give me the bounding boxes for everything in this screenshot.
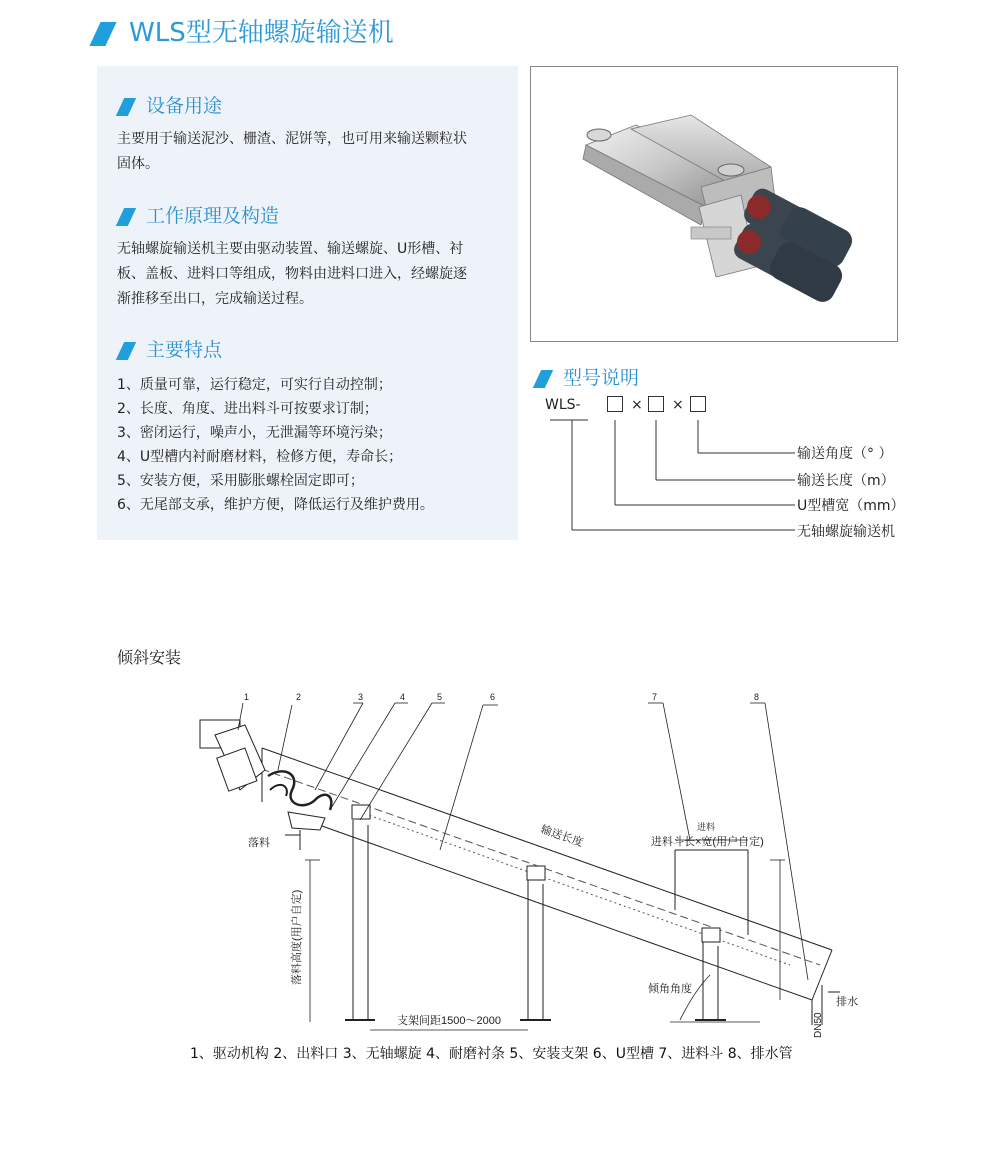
part-number: 2 [296,692,302,702]
list-item: 4、U型槽内衬耐磨材料，检修方便，寿命长； [117,449,403,465]
diagram-caption: 1、驱动机构 2、出料口 3、无轴螺旋 4、耐磨衬条 5、安装支架 6、U型槽 7、进料斗 8、排水管 [190,1046,793,1062]
model-label-length: 输送长度（m） [797,473,895,489]
part-number: 4 [400,692,406,702]
model-label-angle: 输送角度（° ） [797,446,893,462]
drain-label: 排水 [836,996,858,1008]
part-number: 6 [490,692,496,702]
list-item: 2、长度、角度、进出料斗可按要求订制； [117,401,378,417]
list-item: 6、无尾部支承，维护方便，降低运行及维护费用。 [117,497,434,513]
usage-text: 主要用于输送泥沙、栅渣、泥饼等，也可用来输送颗粒状 固体。 [117,131,467,172]
model-prefix: WLS- [545,397,581,413]
list-item: 3、密闭运行，噪声小，无泄漏等环境污染； [117,425,392,441]
inlet-small-label: 进料 [697,822,716,832]
height-label: 落料高度(用户自定) [291,889,303,985]
discharge-label: 落料 [248,837,270,849]
usage-heading: 设备用途 [120,91,222,118]
list-item: 1、质量可靠，运行稳定，可实行自动控制； [117,377,392,393]
model-label-width: U型槽宽（mm） [797,498,905,514]
part-number: 7 [652,692,658,702]
principle-heading: 工作原理及构造 [120,201,279,228]
list-item: 5、安装方便，采用膨胀螺栓固定即可； [117,473,364,489]
angle-label: 倾角角度 [648,983,692,995]
model-separator: × [631,397,643,413]
spacing-label: 支架间距1500～2000 [397,1015,501,1027]
page-title: WLS型无轴螺旋输送机 [95,12,394,49]
model-heading: 型号说明 [537,363,639,390]
model-label-name: 无轴螺旋输送机 [797,524,895,540]
part-number: 3 [358,692,364,702]
part-number: 8 [754,692,760,702]
dn-label: DN50 [813,1012,824,1038]
principle-text: 无轴螺旋输送机主要由驱动装置、输送螺旋、U形槽、衬 板、盖板、进料口等组成，物料由进料口进入，经螺旋逐 渐推移至出口，完成输送过程。 [117,241,467,307]
length-label: 输送长度 [539,823,585,850]
model-separator: × [672,397,684,413]
part-number: 1 [244,692,250,702]
diagram-title: 倾斜安装 [117,648,182,667]
part-number: 5 [437,692,443,702]
features-heading: 主要特点 [120,335,222,362]
inlet-label: 进料斗长×宽(用户自定) [651,836,764,848]
